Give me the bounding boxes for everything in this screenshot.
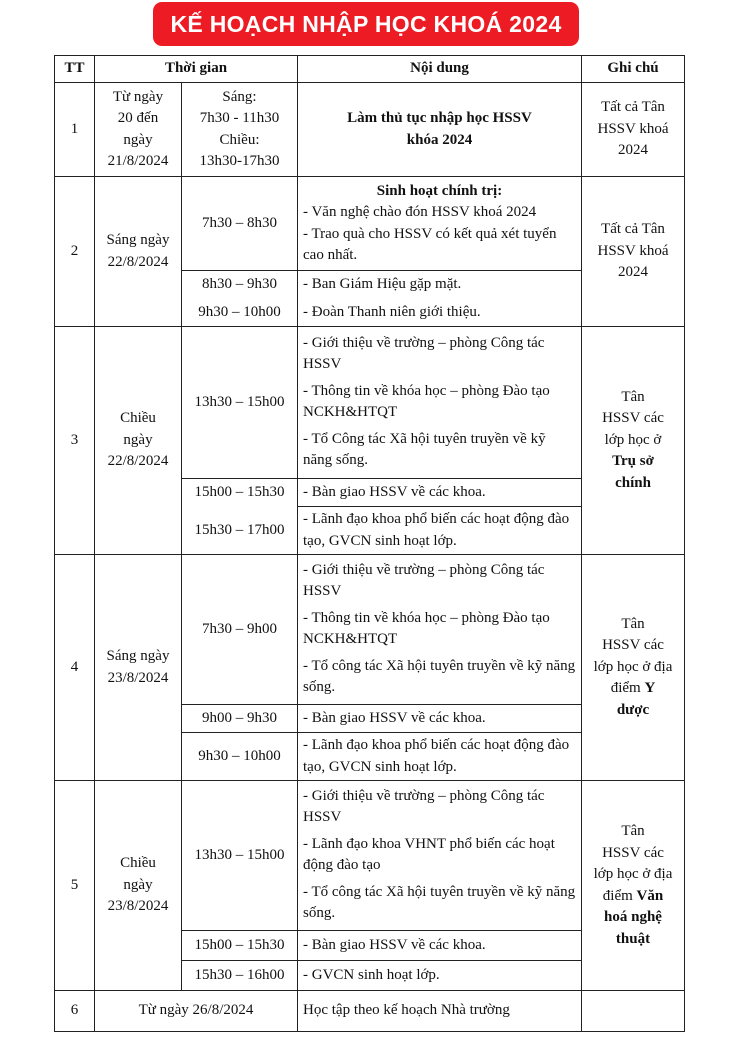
time-slot: 15h30 – 16h00 bbox=[182, 961, 298, 991]
time-slot: 15h00 – 15h30 bbox=[182, 479, 298, 507]
title-banner bbox=[153, 2, 579, 46]
day-cell bbox=[95, 177, 182, 327]
day-cell bbox=[95, 83, 182, 177]
time-slot: 9h30 – 10h00 bbox=[182, 299, 298, 327]
location-name: Trụ sở bbox=[612, 453, 654, 470]
day-cell: Từ ngày 26/8/2024 bbox=[95, 991, 298, 1032]
page-title: KẾ HOẠCH NHẬP HỌC KHOÁ 2024 bbox=[170, 10, 562, 37]
day-cell bbox=[95, 327, 182, 555]
time-slot: 7h30 – 8h30 bbox=[182, 177, 298, 271]
time-slot: 9h00 – 9h30 bbox=[182, 705, 298, 733]
note-cell bbox=[582, 177, 685, 327]
row-number: 1 bbox=[55, 83, 95, 177]
time-slot: 7h30 – 9h00 bbox=[182, 555, 298, 705]
note-cell bbox=[582, 555, 685, 781]
time-line: Sáng: bbox=[222, 88, 257, 105]
row-number: 3 bbox=[55, 327, 95, 555]
content-item: - Văn nghệ chào đón HSSV khoá 2024 bbox=[303, 204, 537, 220]
content-item: - Giới thiệu về trường – phòng Công tác HSSV bbox=[303, 561, 545, 599]
content-item: - Giới thiệu về trường – phòng Công tác HSSV bbox=[303, 334, 545, 372]
note-line: lớp học ở địa bbox=[593, 866, 673, 882]
schedule-table bbox=[54, 55, 685, 1032]
content-cell bbox=[298, 781, 582, 931]
content-line: Làm thủ tục nhập học HSSV bbox=[347, 110, 532, 126]
day-line: Chiều bbox=[120, 410, 156, 427]
content-item: - Đoàn Thanh niên giới thiệu. bbox=[298, 299, 582, 327]
note-line: HSSV các bbox=[602, 410, 664, 427]
time-line: Chiều: bbox=[219, 131, 260, 148]
day-line: ngày bbox=[123, 876, 153, 893]
col-tt: TT bbox=[55, 56, 95, 83]
content-item: - Bàn giao HSSV về các khoa. bbox=[298, 705, 582, 733]
table-row bbox=[55, 83, 685, 177]
content-item: - Thông tin về khóa học – phòng Đào tạo NCKH&HTQT bbox=[303, 382, 550, 420]
day-cell bbox=[95, 781, 182, 991]
content-cell bbox=[298, 83, 582, 177]
location-name: thuật bbox=[615, 930, 651, 947]
day-line: Từ ngày bbox=[112, 88, 164, 105]
content-item: - Thông tin về khóa học – phòng Đào tạo NCKH&HTQT bbox=[303, 609, 550, 647]
time-line: 13h30-17h30 bbox=[199, 153, 280, 169]
day-line: Sáng ngày bbox=[106, 232, 170, 248]
time-slot: 15h30 – 17h00 bbox=[182, 507, 298, 555]
day-line: Chiều bbox=[120, 855, 156, 872]
day-line: 21/8/2024 bbox=[107, 153, 169, 169]
row-number: 6 bbox=[55, 991, 95, 1032]
note-line: HSSV khoá bbox=[597, 242, 669, 259]
note-line: HSSV khoá bbox=[597, 120, 669, 137]
location-name: chính bbox=[615, 474, 651, 491]
content-item: - Giới thiệu về trường – phòng Công tác HSSV bbox=[303, 787, 545, 825]
note-line: Tân bbox=[621, 823, 645, 839]
content-line: khóa 2024 bbox=[406, 131, 473, 148]
content-item: - Bàn giao HSSV về các khoa. bbox=[298, 479, 582, 507]
location-name: Y bbox=[644, 680, 656, 697]
table-row bbox=[55, 991, 685, 1032]
note-line: điểm bbox=[610, 680, 641, 697]
time-cell bbox=[182, 83, 298, 177]
header-row bbox=[55, 56, 685, 83]
day-line: 22/8/2024 bbox=[107, 253, 169, 270]
time-slot: 9h30 – 10h00 bbox=[182, 733, 298, 781]
time-slot: 8h30 – 9h30 bbox=[182, 271, 298, 299]
col-note: Ghi chú bbox=[582, 56, 685, 83]
location-name: hoá nghệ bbox=[604, 909, 662, 925]
content-cell bbox=[298, 327, 582, 479]
location-name: dược bbox=[616, 701, 650, 718]
content-item: - Tổ Công tác Xã hội tuyên truyền về kỹ năng sống. bbox=[303, 430, 546, 468]
note-line: lớp học ở địa bbox=[593, 658, 673, 675]
day-line: Sáng ngày bbox=[106, 648, 170, 664]
content-item: - Tổ công tác Xã hội tuyên truyền về kỹ năng sống. bbox=[303, 883, 576, 921]
note-cell bbox=[582, 83, 685, 177]
content-item: - Ban Giám Hiệu gặp mặt. bbox=[298, 271, 582, 299]
day-cell bbox=[95, 555, 182, 781]
location-name: Văn bbox=[636, 887, 664, 904]
table-row bbox=[55, 327, 685, 479]
time-slot: 13h30 – 15h00 bbox=[182, 327, 298, 479]
day-line: ngày bbox=[123, 131, 153, 148]
note-cell bbox=[582, 327, 685, 555]
table-row bbox=[55, 781, 685, 931]
note-line: 2024 bbox=[618, 142, 648, 159]
time-line: 7h30 - 11h30 bbox=[199, 110, 280, 126]
content-item: - Lãnh đạo khoa VHNT phổ biến các hoạt động đào tạo bbox=[303, 835, 555, 873]
table-row bbox=[55, 177, 685, 271]
content-item: - Lãnh đạo khoa phổ biến các hoạt động đào tạo, GVCN sinh hoạt lớp. bbox=[298, 507, 582, 555]
content-item: - Bàn giao HSSV về các khoa. bbox=[298, 931, 582, 961]
day-line: 23/8/2024 bbox=[107, 898, 169, 915]
day-line: ngày bbox=[123, 431, 153, 448]
content-item: - Tổ công tác Xã hội tuyên truyền về kỹ năng sống. bbox=[303, 657, 576, 695]
note-line: 2024 bbox=[618, 264, 648, 281]
table-row bbox=[55, 555, 685, 705]
note-line: HSSV các bbox=[602, 844, 664, 861]
note-cell bbox=[582, 781, 685, 991]
row-number: 5 bbox=[55, 781, 95, 991]
content-cell bbox=[298, 177, 582, 271]
note-line: điểm bbox=[602, 887, 633, 904]
content-heading: Sinh hoạt chính trị: bbox=[376, 182, 503, 199]
note-line: Tân bbox=[621, 388, 645, 405]
note-line: HSSV các bbox=[602, 637, 664, 654]
time-slot: 15h00 – 15h30 bbox=[182, 931, 298, 961]
day-line: 23/8/2024 bbox=[107, 669, 169, 686]
note-line: lớp học ở bbox=[604, 431, 662, 448]
time-slot: 13h30 – 15h00 bbox=[182, 781, 298, 931]
note-cell bbox=[582, 991, 685, 1032]
content-item: - Lãnh đạo khoa phổ biến các hoạt động đào tạo, GVCN sinh hoạt lớp. bbox=[298, 733, 582, 781]
note-line: Tân bbox=[621, 615, 645, 632]
content-item: - GVCN sinh hoạt lớp. bbox=[298, 961, 582, 991]
content-item: - Trao quà cho HSSV có kết quả xét tuyển cao nhất. bbox=[303, 225, 557, 263]
col-content: Nội dung bbox=[298, 56, 582, 83]
row-number: 2 bbox=[55, 177, 95, 327]
content-cell: Học tập theo kế hoạch Nhà trường bbox=[298, 991, 582, 1032]
note-line: Tất cả Tân bbox=[601, 221, 665, 238]
day-line: 20 đến bbox=[117, 110, 159, 126]
day-line: 22/8/2024 bbox=[107, 453, 169, 470]
row-number: 4 bbox=[55, 555, 95, 781]
note-line: Tất cả Tân bbox=[601, 99, 665, 116]
content-cell bbox=[298, 555, 582, 705]
col-time: Thời gian bbox=[95, 56, 298, 83]
